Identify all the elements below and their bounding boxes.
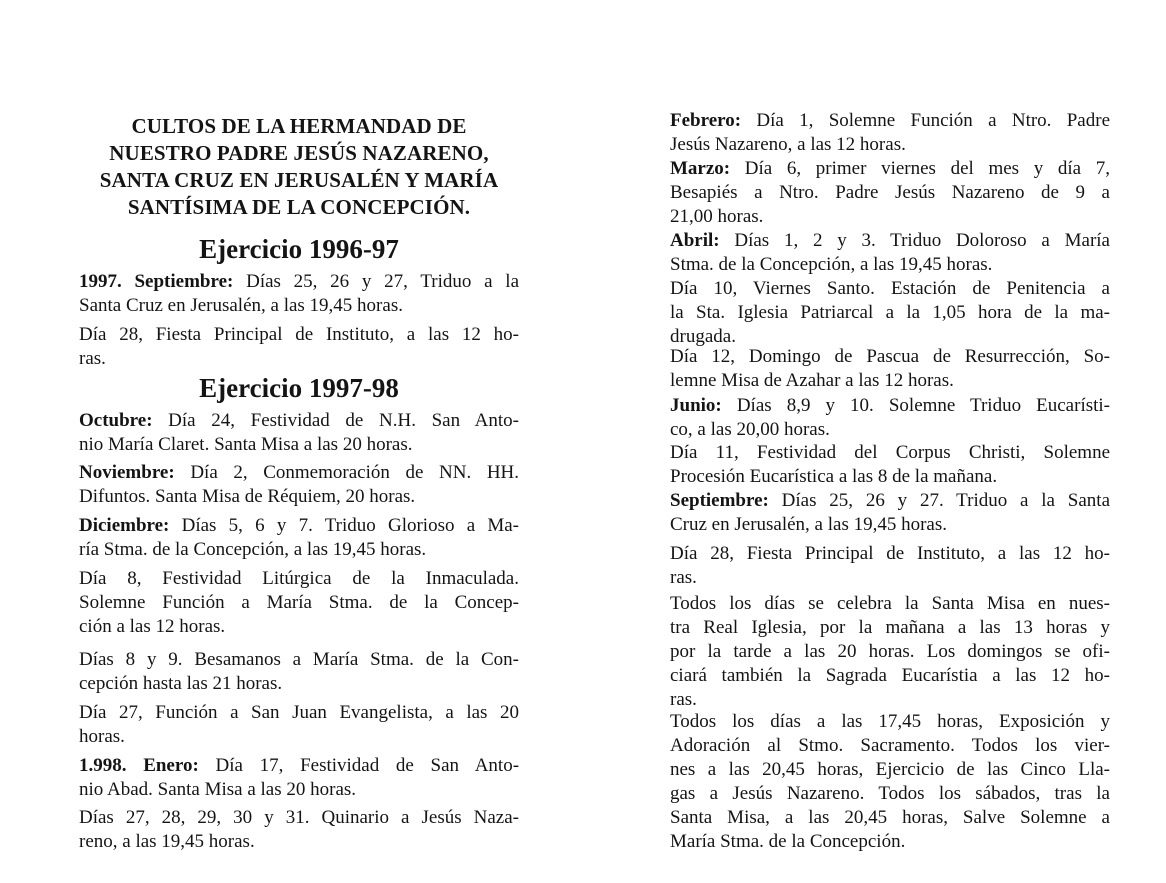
entry-text: Stma. de la Concepción, a las 19,45 horas. — [670, 254, 993, 275]
entry-text: drugada. — [670, 326, 736, 347]
entry-text: ras. — [670, 567, 697, 588]
entry-text: nio Abad. Santa Misa a las 20 horas. — [79, 779, 357, 800]
entry-text: reno, a las 19,45 horas. — [79, 831, 255, 852]
entry-text: Jesús Nazareno, a las 12 horas. — [670, 134, 906, 155]
entry-marzo — [670, 157, 1110, 229]
entry-quinario — [79, 806, 519, 854]
entry-noviembre — [79, 461, 519, 509]
entry-label: Octubre: — [79, 410, 153, 431]
entry-label: Diciembre: — [79, 515, 170, 536]
entry-fiesta-instituto-1997 — [79, 323, 519, 371]
entry-abril — [670, 229, 1110, 277]
entry-text: 21,00 horas. — [670, 206, 764, 227]
entry-label: 1.998. Enero: — [79, 755, 199, 776]
entry-label: Noviembre: — [79, 462, 175, 483]
entry-text: Día 27, Función a San Juan Evangelista, a las 20 — [79, 702, 519, 723]
entry-febrero — [670, 109, 1110, 157]
entry-text: Días 25, 26 y 27. Triduo a la Santa — [781, 490, 1111, 511]
entry-text: Día 1, Solemne Función a Ntro. Padre — [756, 110, 1110, 131]
entry-text: Días 8,9 y 10. Solemne Triduo Eucarísti- — [736, 395, 1110, 416]
entry-text: Santa Cruz en Jerusalén, a las 19,45 horas. — [79, 295, 403, 316]
entry-text: ciará también la Sagrada Eucarístia a las 12 ho- — [670, 665, 1110, 686]
entry-text: Adoración al Stmo. Sacramento. Todos los vier- — [670, 735, 1110, 756]
entry-enero-1998 — [79, 754, 519, 802]
entry-septiembre-1998 — [670, 489, 1110, 537]
entry-text: Santa Misa, a las 20,45 horas, Salve Solemne a — [670, 807, 1110, 828]
entry-label: Abril: — [670, 230, 720, 251]
entry-text: Procesión Eucarística a las 8 de la mañana. — [670, 466, 998, 487]
title-line: SANTA CRUZ EN JERUSALÉN Y MARÍA — [99, 168, 499, 192]
heading-ejercicio-1997-98: Ejercicio 1997-98 — [199, 373, 399, 403]
entry-text: Día 24, Festividad de N.H. San Anto- — [168, 410, 519, 431]
entry-text: María Stma. de la Concepción. — [670, 831, 906, 852]
entry-text: co, a las 20,00 horas. — [670, 419, 830, 440]
entry-text: Días 27, 28, 29, 30 y 31. Quinario a Jesús Naza- — [79, 807, 519, 828]
entry-text: lemne Misa de Azahar a las 12 horas. — [670, 370, 954, 391]
entry-inmaculada — [79, 567, 519, 639]
entry-san-juan — [79, 701, 519, 749]
entry-text: cepción hasta las 21 horas. — [79, 673, 283, 694]
entry-text: Días 25, 26 y 27, Triduo a la — [246, 271, 519, 292]
entry-viernes-santo — [670, 277, 1110, 349]
entry-text: tra Real Iglesia, por la mañana a las 13 horas y — [670, 617, 1110, 638]
entry-text: horas. — [79, 726, 125, 747]
entry-text: Día 12, Domingo de Pascua de Resurrección, So- — [670, 346, 1110, 367]
entry-text: Día 11, Festividad del Corpus Christi, Solemne — [670, 442, 1110, 463]
entry-label: Junio: — [670, 395, 722, 416]
entry-text: Días 1, 2 y 3. Triduo Doloroso a María — [734, 230, 1110, 251]
entry-text: Besapiés a Ntro. Padre Jesús Nazareno de 9 a — [670, 182, 1110, 203]
entry-text: Todos los días a las 17,45 horas, Exposición y — [670, 711, 1110, 732]
entry-label: Febrero: — [670, 110, 742, 131]
entry-text: ción a las 12 horas. — [79, 616, 226, 637]
entry-text: ras. — [670, 689, 697, 710]
title-line: NUESTRO PADRE JESÚS NAZARENO, — [109, 141, 489, 165]
entry-octubre — [79, 409, 519, 457]
entry-text: Día 28, Fiesta Principal de Instituto, a las 12 ho- — [79, 324, 519, 345]
entry-label: Marzo: — [670, 158, 731, 179]
entry-text: Día 17, Festividad de San Anto- — [215, 755, 520, 776]
entry-label: Septiembre: — [670, 490, 769, 511]
entry-text: Cruz en Jerusalén, a las 19,45 horas. — [670, 514, 948, 535]
entry-besamanos — [79, 648, 519, 696]
entry-text: Día 8, Festividad Litúrgica de la Inmaculada. — [79, 568, 519, 589]
entry-text: gas a Jesús Nazareno. Todos los sábados, tras la — [670, 783, 1110, 804]
entry-fiesta-instituto-1998 — [670, 542, 1110, 590]
entry-text: Todos los días se celebra la Santa Misa en nues- — [670, 593, 1110, 614]
document-title — [79, 113, 519, 221]
entry-septiembre-1997 — [79, 270, 519, 318]
entry-text: nio María Claret. Santa Misa a las 20 horas. — [79, 434, 413, 455]
entry-label: 1997. Septiembre: — [79, 271, 234, 292]
entry-text: ría Stma. de la Concepción, a las 19,45 horas. — [79, 539, 427, 560]
entry-santa-misa-diaria — [670, 592, 1110, 712]
entry-junio — [670, 394, 1110, 442]
title-line: CULTOS DE LA HERMANDAD DE — [131, 114, 467, 138]
entry-exposicion — [670, 710, 1110, 854]
heading-ejercicio-1996-97: Ejercicio 1996-97 — [199, 234, 399, 264]
entry-pascua — [670, 345, 1110, 393]
title-line: SANTÍSIMA DE LA CONCEPCIÓN. — [127, 195, 471, 219]
entry-text: ras. — [79, 348, 106, 369]
entry-corpus-christi — [670, 441, 1110, 489]
entry-text: Día 28, Fiesta Principal de Instituto, a las 12 ho- — [670, 543, 1110, 564]
entry-text: nes a las 20,45 horas, Ejercicio de las Cinco Lla- — [670, 759, 1110, 780]
entry-text: Solemne Función a María Stma. de la Concep- — [79, 592, 519, 613]
entry-text: por la tarde a las 20 horas. Los domingos se ofi- — [670, 641, 1110, 662]
entry-diciembre — [79, 514, 519, 562]
entry-text: Día 2, Conmemoración de NN. HH. — [190, 462, 520, 483]
entry-text: Difuntos. Santa Misa de Réquiem, 20 horas. — [79, 486, 416, 507]
entry-text: la Sta. Iglesia Patriarcal a la 1,05 hora de la ma- — [670, 302, 1110, 323]
entry-text: Día 6, primer viernes del mes y día 7, — [744, 158, 1110, 179]
entry-text: Días 8 y 9. Besamanos a María Stma. de la Con- — [79, 649, 519, 670]
entry-text: Días 5, 6 y 7. Triduo Glorioso a Ma- — [181, 515, 520, 536]
entry-text: Día 10, Viernes Santo. Estación de Penitencia a — [670, 278, 1110, 299]
